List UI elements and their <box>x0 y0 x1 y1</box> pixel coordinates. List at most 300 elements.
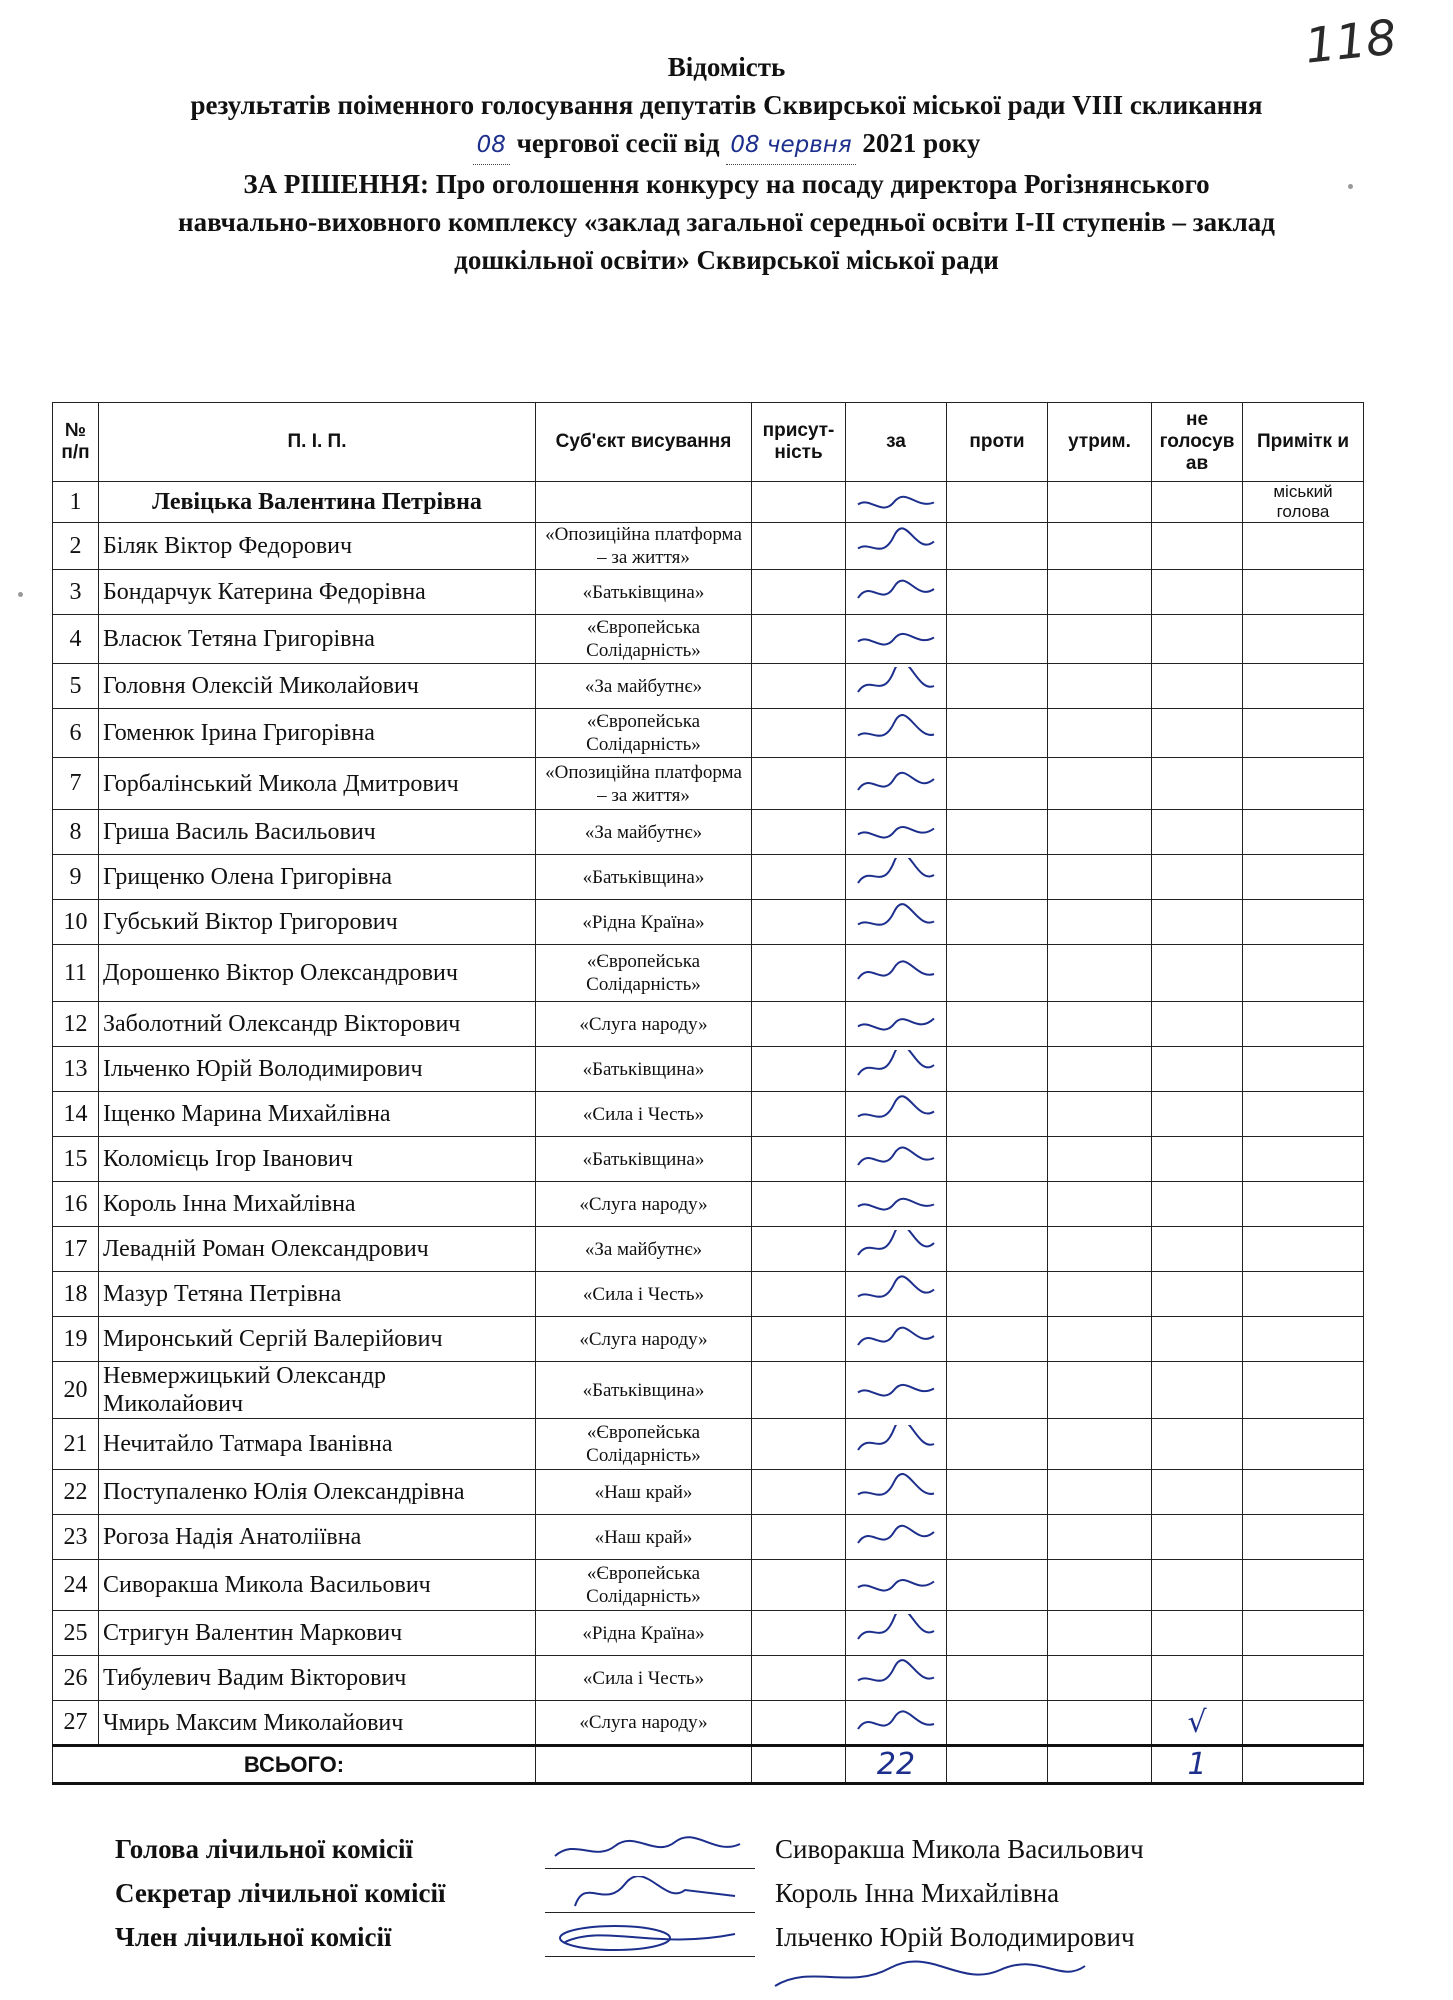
handwritten-signature <box>852 858 940 896</box>
note-cell <box>1243 758 1364 810</box>
not-voted-cell <box>1152 758 1243 810</box>
col-header-party: Суб'єкт висування <box>536 403 752 482</box>
presence-cell <box>752 1419 846 1470</box>
table-row <box>53 810 1364 855</box>
vote-against-cell <box>947 855 1048 900</box>
vote-abstain-cell <box>1048 1701 1152 1746</box>
presence-cell <box>752 810 846 855</box>
not-voted-cell <box>1152 1419 1243 1470</box>
deputy-name: Левадній Роман Олександрович <box>99 1227 536 1272</box>
handwritten-signature <box>852 813 940 851</box>
col-header-for: за <box>846 403 947 482</box>
deputy-name: Коломієць Ігор Іванович <box>99 1137 536 1182</box>
deputy-name: Мазур Тетяна Петрівна <box>99 1272 536 1317</box>
commission-role: Член лічильної комісії <box>115 1922 392 1952</box>
handwritten-signature <box>852 527 940 565</box>
col-header-notes: Примітк и <box>1243 403 1364 482</box>
vote-against-cell <box>947 758 1048 810</box>
vote-abstain-cell <box>1048 1002 1152 1047</box>
vote-against-cell <box>947 1272 1048 1317</box>
vote-abstain-cell <box>1048 855 1152 900</box>
row-number: 13 <box>53 1047 99 1092</box>
deputy-name: Горбалінський Микола Дмитрович <box>99 758 536 810</box>
row-number: 26 <box>53 1656 99 1701</box>
table-row <box>53 1047 1364 1092</box>
vote-against-cell <box>947 1560 1048 1611</box>
deputy-name: Гриша Василь Васильович <box>99 810 536 855</box>
vote-abstain-cell <box>1048 810 1152 855</box>
vote-abstain-cell <box>1048 664 1152 709</box>
note-cell: міський голова <box>1243 482 1364 523</box>
vote-for-cell <box>846 664 947 709</box>
vote-for-cell <box>846 1227 947 1272</box>
vote-against-cell <box>947 1656 1048 1701</box>
not-voted-cell <box>1152 1470 1243 1515</box>
nominating-party: «За майбутнє» <box>536 810 752 855</box>
not-voted-cell <box>1152 1002 1243 1047</box>
nominating-party: «Слуга народу» <box>536 1182 752 1227</box>
nominating-party: «Рідна Країна» <box>536 900 752 945</box>
vote-against-cell <box>947 1515 1048 1560</box>
deputy-name: Біляк Віктор Федорович <box>99 523 536 570</box>
handwritten-signature <box>852 1566 940 1604</box>
note-cell <box>1243 1560 1364 1611</box>
note-cell <box>1243 1515 1364 1560</box>
note-cell <box>1243 1419 1364 1470</box>
presence-cell <box>752 1092 846 1137</box>
vote-abstain-cell <box>1048 1560 1152 1611</box>
deputy-name: Поступаленко Юлія Олександрівна <box>99 1470 536 1515</box>
presence-cell <box>752 945 846 1002</box>
vote-against-cell <box>947 1227 1048 1272</box>
vote-abstain-cell <box>1048 1515 1152 1560</box>
signature-line <box>545 1920 755 1957</box>
not-voted-cell <box>1152 615 1243 664</box>
table-row <box>53 1317 1364 1362</box>
deputy-name: Дорошенко Віктор Олександрович <box>99 945 536 1002</box>
table-row <box>53 482 1364 523</box>
not-voted-cell <box>1152 1317 1243 1362</box>
scan-speck <box>1348 184 1353 189</box>
presence-cell <box>752 1611 846 1656</box>
vote-against-cell <box>947 1419 1048 1470</box>
deputy-name: Губський Віктор Григорович <box>99 900 536 945</box>
not-voted-cell <box>1152 523 1243 570</box>
nominating-party: «Європейська Солідарність» <box>536 945 752 1002</box>
vote-abstain-cell <box>1048 1362 1152 1419</box>
row-number: 24 <box>53 1560 99 1611</box>
vote-for-cell <box>846 1515 947 1560</box>
nominating-party: «Сила і Честь» <box>536 1656 752 1701</box>
nominating-party: «Опозиційна платформа – за життя» <box>536 523 752 570</box>
not-voted-cell <box>1152 709 1243 758</box>
vote-for-cell <box>846 1470 947 1515</box>
vote-abstain-cell <box>1048 900 1152 945</box>
presence-cell <box>752 758 846 810</box>
presence-cell <box>752 1656 846 1701</box>
col-header-num: № п/п <box>53 403 99 482</box>
handwritten-signature <box>852 714 940 752</box>
nominating-party <box>536 482 752 523</box>
vote-against-cell <box>947 615 1048 664</box>
session-mid: чергової сесії від <box>509 128 727 158</box>
table-row <box>53 1002 1364 1047</box>
handwritten-signature <box>545 1920 745 1954</box>
vote-abstain-cell <box>1048 1137 1152 1182</box>
deputy-name: Стригун Валентин Маркович <box>99 1611 536 1656</box>
handwritten-signature <box>852 1320 940 1358</box>
decision-line-2: навчально-виховного комплексу «заклад загальної середньої освіти І-ІІ ступенів – заклад <box>178 207 1275 237</box>
vote-against-cell <box>947 900 1048 945</box>
col-header-against: проти <box>947 403 1048 482</box>
vote-abstain-cell <box>1048 1227 1152 1272</box>
table-row <box>53 1515 1364 1560</box>
commission-row <box>115 1872 1255 1916</box>
vote-table <box>52 402 1364 1785</box>
deputy-name: Чмирь Максим Миколайович <box>99 1701 536 1746</box>
not-voted-cell <box>1152 1362 1243 1419</box>
table-row <box>53 945 1364 1002</box>
vote-abstain-cell <box>1048 1317 1152 1362</box>
col-header-abstain: утрим. <box>1048 403 1152 482</box>
commission-member-name: Король Інна Михайлівна <box>775 1878 1060 1908</box>
note-cell <box>1243 523 1364 570</box>
vote-for-cell <box>846 1317 947 1362</box>
row-number: 3 <box>53 570 99 615</box>
row-number: 1 <box>53 482 99 523</box>
vote-for-cell <box>846 570 947 615</box>
vote-against-cell <box>947 1362 1048 1419</box>
not-voted-cell <box>1152 482 1243 523</box>
handwritten-signature <box>852 483 940 521</box>
row-number: 22 <box>53 1470 99 1515</box>
presence-cell <box>752 615 846 664</box>
not-voted-cell <box>1152 1182 1243 1227</box>
vote-abstain-cell <box>1048 1092 1152 1137</box>
nominating-party: «Батьківщина» <box>536 1137 752 1182</box>
row-number: 2 <box>53 523 99 570</box>
nominating-party: «За майбутнє» <box>536 1227 752 1272</box>
note-cell <box>1243 1227 1364 1272</box>
session-date: 08 червня <box>726 126 855 165</box>
nominating-party: «Батьківщина» <box>536 1362 752 1419</box>
table-row <box>53 570 1364 615</box>
presence-cell <box>752 1227 846 1272</box>
note-cell <box>1243 570 1364 615</box>
vote-against-cell <box>947 1701 1048 1746</box>
vote-abstain-cell <box>1048 1047 1152 1092</box>
presence-cell <box>752 1272 846 1317</box>
table-row <box>53 1182 1364 1227</box>
commission-member-name: Сиворакша Микола Васильович <box>775 1834 1144 1864</box>
not-voted-cell <box>1152 945 1243 1002</box>
row-number: 7 <box>53 758 99 810</box>
deputy-name: Бондарчук Катерина Федорівна <box>99 570 536 615</box>
vote-for-cell <box>846 709 947 758</box>
handwritten-signature <box>852 1050 940 1088</box>
presence-cell <box>752 1470 846 1515</box>
presence-cell <box>752 1002 846 1047</box>
nominating-party: «Наш край» <box>536 1470 752 1515</box>
vote-against-cell <box>947 482 1048 523</box>
deputy-name: Король Інна Михайлівна <box>99 1182 536 1227</box>
row-number: 6 <box>53 709 99 758</box>
vote-abstain-cell <box>1048 758 1152 810</box>
vote-for-cell <box>846 615 947 664</box>
row-number: 15 <box>53 1137 99 1182</box>
note-cell <box>1243 1092 1364 1137</box>
vote-for-cell <box>846 1047 947 1092</box>
row-number: 4 <box>53 615 99 664</box>
presence-cell <box>752 1701 846 1746</box>
total-not-voted: 1 <box>1152 1746 1243 1784</box>
vote-abstain-cell <box>1048 570 1152 615</box>
handwritten-signature <box>852 1275 940 1313</box>
nominating-party: «Європейська Солідарність» <box>536 1560 752 1611</box>
vote-for-cell <box>846 523 947 570</box>
presence-cell <box>752 1137 846 1182</box>
note-cell <box>1243 709 1364 758</box>
presence-cell <box>752 523 846 570</box>
note-cell <box>1243 1656 1364 1701</box>
presence-cell <box>752 1362 846 1419</box>
decision-line-3: дошкільної освіти» Сквирської міської ради <box>454 245 999 275</box>
row-number: 23 <box>53 1515 99 1560</box>
deputy-name: Нечитайло Татмара Іванівна <box>99 1419 536 1470</box>
handwritten-signature <box>852 1095 940 1133</box>
handwritten-signature <box>852 1659 940 1697</box>
vote-for-cell <box>846 482 947 523</box>
handwritten-scribble <box>770 1958 1090 1994</box>
document-header <box>40 48 1413 279</box>
deputy-name: Невмержицький Олександр Миколайович <box>99 1362 536 1419</box>
nominating-party: «Європейська Солідарність» <box>536 1419 752 1470</box>
row-number: 19 <box>53 1317 99 1362</box>
nominating-party: «Батьківщина» <box>536 855 752 900</box>
handwritten-signature <box>852 1614 940 1652</box>
vote-abstain-cell <box>1048 615 1152 664</box>
table-row <box>53 1470 1364 1515</box>
deputy-name: Левіцька Валентина Петрівна <box>99 482 536 523</box>
nominating-party: «Європейська Солідарність» <box>536 709 752 758</box>
total-against <box>947 1746 1048 1784</box>
nominating-party: «Слуга народу» <box>536 1701 752 1746</box>
vote-for-cell <box>846 1272 947 1317</box>
note-cell <box>1243 810 1364 855</box>
presence-cell <box>752 900 846 945</box>
session-line <box>40 124 1413 165</box>
commission-row <box>115 1828 1255 1872</box>
handwritten-signature <box>852 903 940 941</box>
handwritten-signature <box>852 573 940 611</box>
table-row <box>53 1656 1364 1701</box>
nominating-party: «Рідна Країна» <box>536 1611 752 1656</box>
nominating-party: «Сила і Честь» <box>536 1272 752 1317</box>
vote-abstain-cell <box>1048 1470 1152 1515</box>
not-voted-cell <box>1152 1092 1243 1137</box>
vote-against-cell <box>947 1611 1048 1656</box>
handwritten-signature <box>852 1371 940 1409</box>
note-cell <box>1243 1272 1364 1317</box>
table-row <box>53 1362 1364 1419</box>
note-cell <box>1243 1362 1364 1419</box>
total-party <box>536 1746 752 1784</box>
note-cell <box>1243 1047 1364 1092</box>
commission-row <box>115 1916 1255 1960</box>
signature-line <box>545 1832 755 1869</box>
vote-for-cell <box>846 810 947 855</box>
nominating-party: «За майбутнє» <box>536 664 752 709</box>
deputy-name: Заболотний Олександр Вікторович <box>99 1002 536 1047</box>
nominating-party: «Слуга народу» <box>536 1002 752 1047</box>
vote-against-cell <box>947 1470 1048 1515</box>
deputy-name: Сиворакша Микола Васильович <box>99 1560 536 1611</box>
vote-abstain-cell <box>1048 1182 1152 1227</box>
vote-against-cell <box>947 1047 1048 1092</box>
vote-against-cell <box>947 1182 1048 1227</box>
not-voted-cell: √ <box>1152 1701 1243 1746</box>
vote-against-cell <box>947 570 1048 615</box>
total-label: ВСЬОГО: <box>53 1746 536 1784</box>
note-cell <box>1243 1470 1364 1515</box>
vote-for-cell <box>846 855 947 900</box>
handwritten-signature <box>852 667 940 705</box>
row-number: 21 <box>53 1419 99 1470</box>
nominating-party: «Слуга народу» <box>536 1317 752 1362</box>
note-cell <box>1243 615 1364 664</box>
vote-for-cell <box>846 1362 947 1419</box>
handwritten-signature <box>545 1876 745 1910</box>
presence-cell <box>752 1182 846 1227</box>
nominating-party: «Сила і Честь» <box>536 1092 752 1137</box>
table-row <box>53 1227 1364 1272</box>
decision-line-1: ЗА РІШЕННЯ: Про оголошення конкурсу на посаду директора Рогізнянського <box>243 169 1210 199</box>
table-row <box>53 1092 1364 1137</box>
handwritten-signature <box>852 1185 940 1223</box>
not-voted-cell <box>1152 664 1243 709</box>
vote-abstain-cell <box>1048 945 1152 1002</box>
not-voted-cell <box>1152 1656 1243 1701</box>
not-voted-cell <box>1152 1515 1243 1560</box>
vote-for-cell <box>846 1002 947 1047</box>
row-number: 14 <box>53 1092 99 1137</box>
deputy-name: Тибулевич Вадим Вікторович <box>99 1656 536 1701</box>
vote-against-cell <box>947 945 1048 1002</box>
handwritten-signature <box>852 620 940 658</box>
presence-cell <box>752 570 846 615</box>
col-header-not-voted: не голосув ав <box>1152 403 1243 482</box>
vote-against-cell <box>947 664 1048 709</box>
vote-abstain-cell <box>1048 482 1152 523</box>
nominating-party: «Наш край» <box>536 1515 752 1560</box>
deputy-name: Рогоза Надія Анатоліївна <box>99 1515 536 1560</box>
row-number: 16 <box>53 1182 99 1227</box>
total-present <box>752 1746 846 1784</box>
commission-member-name: Ільченко Юрій Володимирович <box>775 1922 1135 1952</box>
deputy-name: Ільченко Юрій Володимирович <box>99 1047 536 1092</box>
vote-against-cell <box>947 1002 1048 1047</box>
presence-cell <box>752 664 846 709</box>
handwritten-signature <box>852 765 940 803</box>
total-for: 22 <box>846 1746 947 1784</box>
presence-cell <box>752 482 846 523</box>
note-cell <box>1243 1317 1364 1362</box>
counting-commission <box>115 1828 1255 1960</box>
row-number: 10 <box>53 900 99 945</box>
handwritten-signature <box>852 1704 940 1742</box>
vote-abstain-cell <box>1048 709 1152 758</box>
scan-speck <box>18 592 23 597</box>
vote-against-cell <box>947 1092 1048 1137</box>
not-voted-cell <box>1152 1272 1243 1317</box>
row-number: 8 <box>53 810 99 855</box>
nominating-party: «Батьківщина» <box>536 1047 752 1092</box>
deputy-name: Головня Олексій Миколайович <box>99 664 536 709</box>
table-row <box>53 615 1364 664</box>
table-row <box>53 855 1364 900</box>
document-subtitle: результатів поіменного голосування депутатів Сквирської міської ради VIII скликання <box>190 90 1263 120</box>
vote-for-cell <box>846 900 947 945</box>
note-cell <box>1243 1137 1364 1182</box>
vote-against-cell <box>947 810 1048 855</box>
handwritten-signature <box>852 1425 940 1463</box>
table-row <box>53 1560 1364 1611</box>
deputy-name: Грищенко Олена Григорівна <box>99 855 536 900</box>
vote-for-cell <box>846 1560 947 1611</box>
not-voted-cell <box>1152 1137 1243 1182</box>
table-header-row <box>53 403 1364 482</box>
commission-role: Секретар лічильної комісії <box>115 1878 446 1908</box>
row-number: 11 <box>53 945 99 1002</box>
signature-line <box>545 1876 755 1913</box>
vote-abstain-cell <box>1048 1272 1152 1317</box>
note-cell <box>1243 900 1364 945</box>
note-cell <box>1243 1002 1364 1047</box>
not-voted-cell <box>1152 900 1243 945</box>
table-row <box>53 664 1364 709</box>
table-row <box>53 1137 1364 1182</box>
session-year: 2021 року <box>855 128 981 158</box>
row-number: 25 <box>53 1611 99 1656</box>
nominating-party: «Європейська Солідарність» <box>536 615 752 664</box>
not-voted-cell <box>1152 1560 1243 1611</box>
col-header-name: П. І. П. <box>99 403 536 482</box>
note-cell <box>1243 1182 1364 1227</box>
total-abstain <box>1048 1746 1152 1784</box>
presence-cell <box>752 709 846 758</box>
vote-abstain-cell <box>1048 1419 1152 1470</box>
vote-for-cell <box>846 1137 947 1182</box>
not-voted-cell <box>1152 570 1243 615</box>
total-row <box>53 1746 1364 1784</box>
not-voted-cell <box>1152 855 1243 900</box>
not-voted-cell <box>1152 1227 1243 1272</box>
handwritten-signature <box>852 1230 940 1268</box>
note-cell <box>1243 855 1364 900</box>
handwritten-signature <box>852 1005 940 1043</box>
total-notes <box>1243 1746 1364 1784</box>
vote-for-cell <box>846 1701 947 1746</box>
vote-for-cell <box>846 1182 947 1227</box>
vote-for-cell <box>846 945 947 1002</box>
session-number: 08 <box>473 126 510 165</box>
note-cell <box>1243 1611 1364 1656</box>
table-row <box>53 709 1364 758</box>
col-header-present: присут-ність <box>752 403 846 482</box>
row-number: 9 <box>53 855 99 900</box>
vote-abstain-cell <box>1048 1656 1152 1701</box>
handwritten-signature <box>852 1140 940 1178</box>
